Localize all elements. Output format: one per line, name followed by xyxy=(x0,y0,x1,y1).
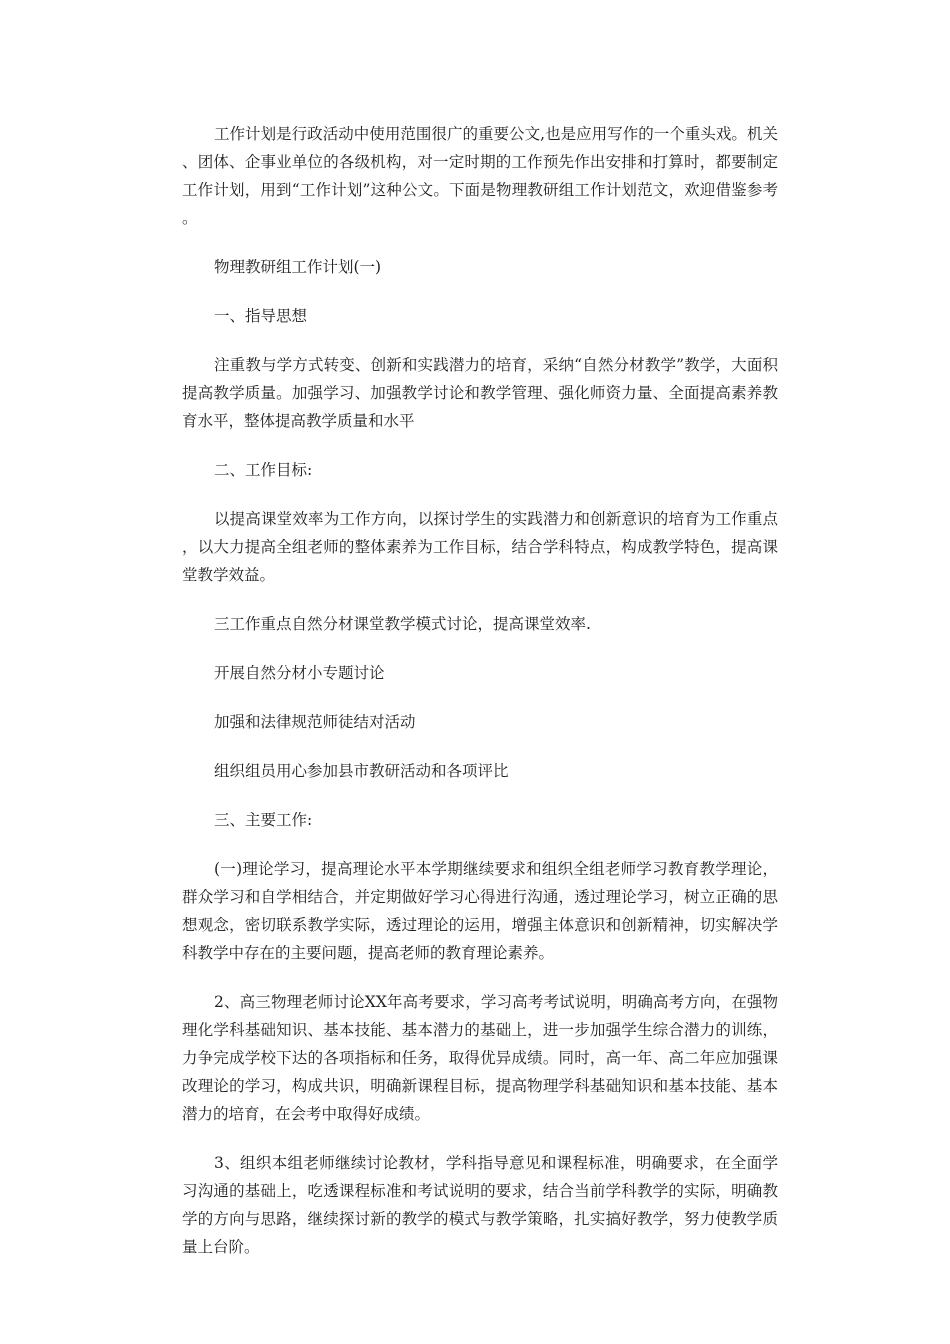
section-heading-main-work: 三、主要工作: xyxy=(214,811,313,829)
intro-paragraph: 工作计划是行政活动中使用范围很广的重要公文,也是应用写作的一个重头戏。机关、团体、企事业单位的各级机构，对一定时期的工作预先作出安排和打算时，都要制定工作计划，用到“工作计划”这种公文。下面是物理教研组工作计划范文，欢迎借鉴参考。 xyxy=(182,125,778,227)
work-goals-paragraph: 以提高课堂效率为工作方向，以探讨学生的实践潜力和创新意识的培育为工作重点，以大力提高全组老师的整体素养为工作目标，结合学科特点，构成教学特色，提高课堂教学效益。 xyxy=(182,510,778,584)
work-focus-paragraph: 三工作重点自然分材课堂教学模式讨论，提高课堂效率. xyxy=(214,615,591,633)
section-heading-work-goals: 二、工作目标: xyxy=(214,461,313,479)
main-work-item-1: (一)理论学习，提高理论水平本学期继续要求和组织全组老师学习教育教学理论，群众学习和自学相结合，并定期做好学习心得进行沟通，透过理论学习，树立正确的思想观念，密切联系教学实际，透过理论的运用，增强主体意识和创新精神，切实解决学科教学中存在的主要问题，提高老师的教育理论素养。 xyxy=(182,860,778,962)
main-work-item-3: 3、组织本组老师继续讨论教材，学科指导意见和课程标准，明确要求，在全面学习沟通的基础上，吃透课程标准和考试说明的要求，结合当前学科教学的实际，明确教学的方向与思路，继续探讨新的教学的模式与教学策略，扎实搞好教学，努力使教学质量上台阶。 xyxy=(182,1154,778,1256)
guiding-thought-paragraph: 注重教与学方式转变、创新和实践潜力的培育，采纳“自然分材教学”教学，大面积提高教学质量。加强学习、加强教学讨论和教学管理、强化师资力量、全面提高素养教育水平，整体提高教学质量和水平 xyxy=(182,356,778,430)
section-heading-guiding-thought: 一、指导思想 xyxy=(214,307,308,325)
document-body xyxy=(182,120,778,1282)
focus-item-teaching-activities: 组织组员用心参加县市教研活动和各项评比 xyxy=(214,762,509,780)
main-work-item-2: 2、高三物理老师讨论XX年高考要求，学习高考考试说明，明确高考方向，在强物理化学科基础知识、基本技能、基本潜力的基础上，进一步加强学生综合潜力的训练，力争完成学校下达的各项指标和任务，取得优异成绩。同时，高一年、高二年应加强课改理论的学习，构成共识，明确新课程目标，提高物理学科基础知识和基本技能、基本潜力的培育，在会考中取得好成绩。 xyxy=(182,993,778,1123)
focus-item-topic-discussion: 开展自然分材小专题讨论 xyxy=(214,664,385,682)
plan-title: 物理教研组工作计划(一) xyxy=(214,258,382,276)
focus-item-mentorship: 加强和法律规范师徒结对活动 xyxy=(214,713,416,731)
